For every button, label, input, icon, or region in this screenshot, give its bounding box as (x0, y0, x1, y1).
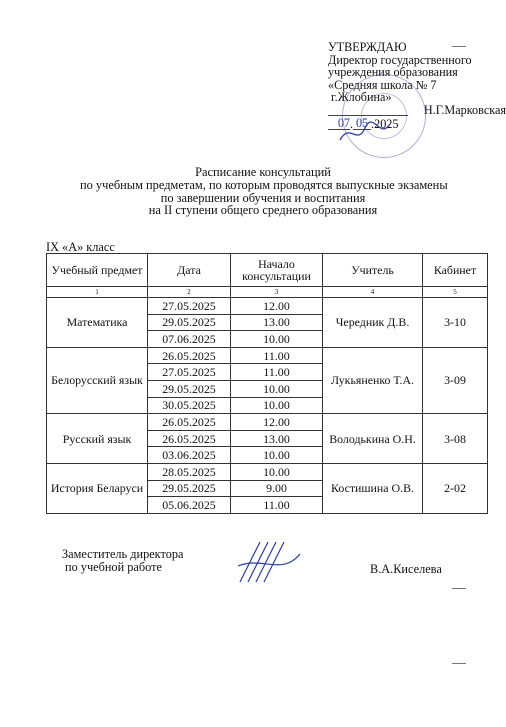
time-cell: 10.00 (231, 380, 323, 397)
time-cell: 10.00 (231, 447, 323, 464)
approval-date: 07 . 05 . 2025 (328, 117, 506, 131)
time-cell: 13.00 (231, 430, 323, 447)
date-cell: 28.05.2025 (148, 463, 231, 480)
col-number: 1 (47, 287, 148, 298)
table-header-row (47, 254, 488, 287)
time-cell: 11.00 (231, 497, 323, 514)
director-signature (335, 118, 395, 148)
director-name: Н.Г.Марковская (423, 102, 506, 117)
teacher-cell: Костишина О.В. (323, 463, 423, 513)
deputy-signature (232, 536, 304, 588)
header-date: Дата (148, 254, 231, 287)
approval-heading: УТВЕРЖДАЮ (328, 40, 407, 54)
time-cell: 11.00 (231, 364, 323, 381)
scan-mark (452, 663, 466, 664)
subject-cell: Русский язык (47, 414, 148, 464)
approval-line-1: Директор государственного (328, 52, 472, 67)
approval-line-3: «Средняя школа № 7 (328, 77, 437, 92)
col-number: 5 (423, 287, 488, 298)
room-cell: 3-08 (423, 414, 488, 464)
scan-mark (452, 46, 466, 47)
date-cell: 29.05.2025 (148, 314, 231, 331)
subject-cell: Математика (47, 298, 148, 348)
room-cell: 3-10 (423, 298, 488, 348)
deputy-name: В.А.Киселева (370, 562, 442, 576)
approval-day: 07 (328, 117, 350, 131)
deputy-line-2: по учебной работе (65, 560, 162, 574)
date-cell: 07.06.2025 (148, 331, 231, 348)
header-teacher: Учитель (323, 254, 423, 287)
date-cell: 26.05.2025 (148, 414, 231, 431)
approval-line-4: г.Жлобина» (328, 90, 392, 105)
time-cell: 10.00 (231, 463, 323, 480)
scan-mark (452, 588, 466, 589)
col-number: 3 (231, 287, 323, 298)
room-cell: 2-02 (423, 463, 488, 513)
subject-cell: Белорусский язык (47, 347, 148, 413)
date-cell: 03.06.2025 (148, 447, 231, 464)
approval-year: 2025 (374, 116, 399, 131)
time-cell: 10.00 (231, 331, 323, 348)
teacher-cell: Чередник Д.В. (323, 298, 423, 348)
date-cell: 30.05.2025 (148, 397, 231, 414)
date-cell: 29.05.2025 (148, 480, 231, 497)
time-cell: 13.00 (231, 314, 323, 331)
deputy-line-1: Заместитель директора (62, 547, 184, 561)
date-cell: 29.05.2025 (148, 380, 231, 397)
table-row (47, 414, 488, 431)
approval-month: 05 (353, 117, 371, 131)
date-cell: 27.05.2025 (148, 364, 231, 381)
table-row (47, 298, 488, 315)
col-number: 4 (323, 287, 423, 298)
title-line-2: по учебным предметам, по которым проводятся выпускные экзамены (80, 177, 448, 192)
room-cell: 3-09 (423, 347, 488, 413)
subject-cell: История Беларуси (47, 463, 148, 513)
col-number: 2 (148, 287, 231, 298)
header-start: Начало консультации (231, 254, 323, 287)
table-row (47, 347, 488, 364)
date-cell: 26.05.2025 (148, 347, 231, 364)
time-cell: 9.00 (231, 480, 323, 497)
document-title (40, 166, 486, 217)
teacher-cell: Лукьяненко Т.А. (323, 347, 423, 413)
time-cell: 11.00 (231, 347, 323, 364)
title-line-4: на II ступени общего среднего образования (148, 203, 378, 218)
header-subject: Учебный предмет (47, 254, 148, 287)
time-cell: 12.00 (231, 298, 323, 315)
teacher-cell: Володькина О.Н. (323, 414, 423, 464)
date-cell: 26.05.2025 (148, 430, 231, 447)
table-row (47, 463, 488, 480)
date-cell: 27.05.2025 (148, 298, 231, 315)
class-label: IX «А» класс (46, 240, 115, 254)
title-line-1: Расписание консультаций (195, 165, 331, 179)
time-cell: 12.00 (231, 414, 323, 431)
date-cell: 05.06.2025 (148, 497, 231, 514)
deputy-title (62, 548, 183, 574)
approval-line-2: учреждения образования (328, 65, 458, 80)
schedule-table (46, 253, 488, 514)
title-line-3: по завершении обучения и воспитания (160, 190, 366, 205)
time-cell: 10.00 (231, 397, 323, 414)
header-room: Кабинет (423, 254, 488, 287)
column-number-row (47, 287, 488, 298)
